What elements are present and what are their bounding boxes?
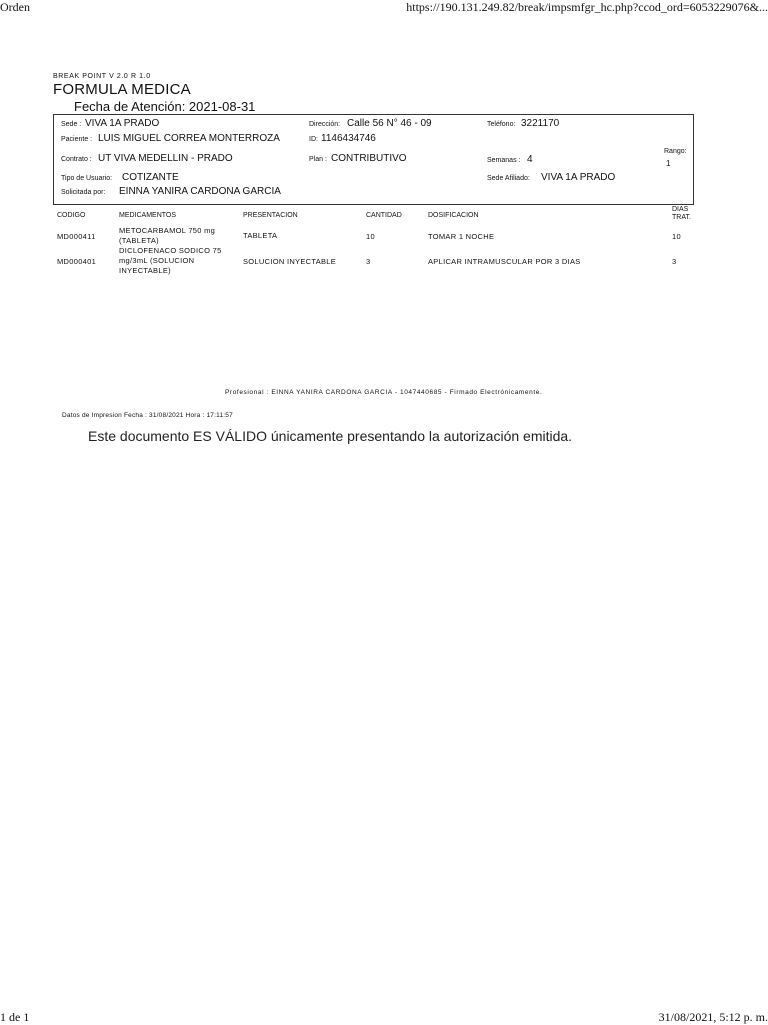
software-version: BREAK POINT V 2.0 R 1.0: [53, 73, 151, 80]
row2-presentacion: SOLUCION INYECTABLE: [243, 257, 337, 266]
id-label: ID:: [309, 136, 318, 143]
print-data: Datos de Impresion Fecha : 31/08/2021 Hora : 17:11:57: [62, 412, 233, 419]
paciente-label: Paciente :: [61, 136, 93, 143]
plan-value: CONTRIBUTIVO: [331, 153, 407, 164]
solicitada-label: Solicitada por:: [61, 189, 106, 196]
row2-cantidad: 3: [366, 257, 371, 266]
header-codigo: CODIGO: [57, 212, 86, 219]
rango-value: 1: [666, 159, 671, 168]
row2-codigo: MD000401: [57, 257, 97, 266]
header-cantidad: CANTIDAD: [366, 212, 402, 219]
print-footer-page: 1 de 1: [0, 1010, 30, 1024]
row1-cantidad: 10: [366, 232, 375, 241]
row2-dosificacion: APLICAR INTRAMUSCULAR POR 3 DIAS: [428, 257, 581, 266]
contrato-value: UT VIVA MEDELLIN - PRADO: [98, 153, 233, 164]
header-presentacion: PRESENTACION: [243, 212, 298, 219]
attention-date: Fecha de Atención: 2021-08-31: [74, 99, 256, 114]
rango-label: Rango:: [664, 148, 687, 155]
solicitada-value: EINNA YANIRA CARDONA GARCIA: [119, 186, 281, 197]
header-dias-trat: DIAS TRAT.: [672, 206, 691, 221]
direccion-value: Calle 56 N° 46 - 09: [347, 118, 432, 129]
id-value: 1146434746: [321, 133, 376, 144]
semanas-label: Semanas :: [487, 157, 521, 164]
row1-presentacion: TABLETA: [243, 231, 278, 240]
document-title: FORMULA MEDICA: [53, 81, 191, 98]
sede-label: Sede :: [61, 121, 82, 128]
header-medicamentos: MEDICAMENTOS: [119, 212, 177, 219]
validity-note: Este documento ES VÁLIDO únicamente presentando la autorización emitida.: [88, 428, 573, 444]
signature-line: Profesional : EINNA YANIRA CARDONA GARCIA - 1047440685 - Firmado Electrónicamente.: [225, 389, 543, 396]
telefono-value: 3221170: [521, 118, 560, 129]
semanas-value: 4: [527, 154, 533, 165]
sede-afiliado-value: VIVA 1A PRADO: [541, 172, 616, 183]
sede-value: VIVA 1A PRADO: [85, 118, 160, 129]
sede-afiliado-label: Sede Afiliado:: [487, 175, 530, 182]
row1-dias: 10: [672, 232, 681, 241]
telefono-label: Teléfono:: [487, 121, 516, 128]
print-header-title: Orden: [0, 0, 30, 14]
contrato-label: Contrato :: [61, 156, 92, 163]
plan-label: Plan :: [309, 156, 327, 163]
tipo-usuario-value: COTIZANTE: [122, 172, 179, 183]
row2-dias: 3: [672, 257, 677, 266]
tipo-usuario-label: Tipo de Usuario:: [61, 175, 113, 182]
direccion-label: Dirección:: [309, 121, 341, 128]
row1-medicamento: METOCARBAMOL 750 mg (TABLETA): [119, 226, 216, 245]
print-header-url: https://190.131.249.82/break/impsmfgr_hc.php?ccod_ord=6053229076&...: [406, 0, 768, 14]
header-dosificacion: DOSIFICACION: [428, 212, 479, 219]
print-footer-datetime: 31/08/2021, 5:12 p. m.: [658, 1010, 768, 1024]
row2-medicamento: DICLOFENACO SODICO 75 mg/3mL (SOLUCION INYECTABLE): [119, 246, 222, 275]
row1-dosificacion: TOMAR 1 NOCHE: [428, 232, 495, 241]
paciente-value: LUIS MIGUEL CORREA MONTERROZA: [98, 133, 280, 144]
row1-codigo: MD000411: [57, 232, 96, 241]
